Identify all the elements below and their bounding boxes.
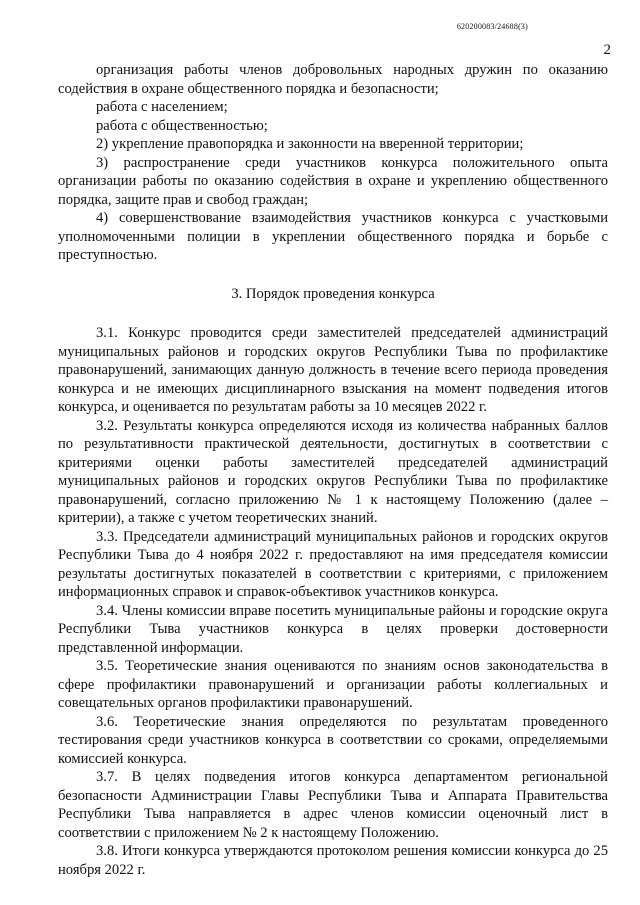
paragraph: 3.6. Теоретические знания определяются по результатам проведенного тестирования среди участников конкурса в соответствии со сроками, определяемыми комиссией конкурса. (58, 713, 608, 767)
paragraph: 3.8. Итоги конкурса утверждаются протоколом решения комиссии конкурса до 25 ноября 2022 г. (58, 843, 608, 878)
paragraph: организация работы членов добровольных народных дружин по оказанию содействия в охране общественного порядка и безопасности; (58, 62, 608, 97)
paragraph: работа с населением; (96, 99, 228, 115)
paragraph: 3.3. Председатели администраций муниципальных районов и городских округов Республики Тыва до 4 ноября 2022 г. предоставляют на имя председателя комиссии результаты достигнутых показателей в соответствии с критериями, с приложением информационных справок и справок-объективок участников конкурса. (58, 528, 608, 600)
section-title: 3. Порядок проведения конкурса (231, 285, 435, 302)
paragraph: 3.2. Результаты конкурса определяются исходя из количества набранных баллов по результативности практической деятельности, достигнутых в соответствии с критериями оценки работы заместителей председателей администраций муниципальных районов и городских округов Республики Тыва по профилактике правонарушений, согласно приложению № 1 к настоящему Положению (далее – критерии), а также с учетом теоретических знаний. (58, 417, 608, 526)
paragraph: 3.4. Члены комиссии вправе посетить муниципальные районы и городские округа Республики Тыва участников конкурса в целях проверки достоверности представленной информации. (58, 602, 608, 656)
paragraph: 3) распространение среди участников конкурса положительного опыта организации работы по оказанию содействия в охране и укреплению общественного порядка, защите прав и свобод граждан; (58, 154, 608, 208)
paragraph: работа с общественностью; (96, 117, 268, 134)
paragraph: 3.5. Теоретические знания оцениваются по знаниям основ законодательства в сфере профилактики правонарушений и организации работы коллегиальных и совещательных органов профилактики правонарушений. (58, 658, 608, 711)
page-number: 2 (603, 42, 611, 58)
document-body (58, 61, 608, 879)
paragraph: 2) укрепление правопорядка и законности на вверенной территории; (96, 136, 524, 152)
paragraph: 4) совершенствование взаимодействия участников конкурса с участковыми уполномоченными полиции в укреплении общественного порядка и борьбе с преступностью. (58, 210, 608, 263)
paragraph: 3.7. В целях подведения итогов конкурса департаментом региональной безопасности Администрации Главы Республики Тыва и Аппарата Правительства Республики Тыва направляется в адрес членов комиссии оценочный лист в соответствии с приложением № 2 к настоящему Положению. (58, 769, 608, 841)
paragraph: 3.1. Конкурс проводится среди заместителей председателей администраций муниципальных районов и городских округов Республики Тыва по профилактике правонарушений, занимающих данную должность в течение всего периода проведения конкурса и не имеющих дисциплинарного взыскания на момент подведения итогов конкурса, и оценивается по результатам работы за 10 месяцев 2022 г. (58, 325, 608, 415)
document-id: 620200083/24688(3) (456, 22, 528, 31)
